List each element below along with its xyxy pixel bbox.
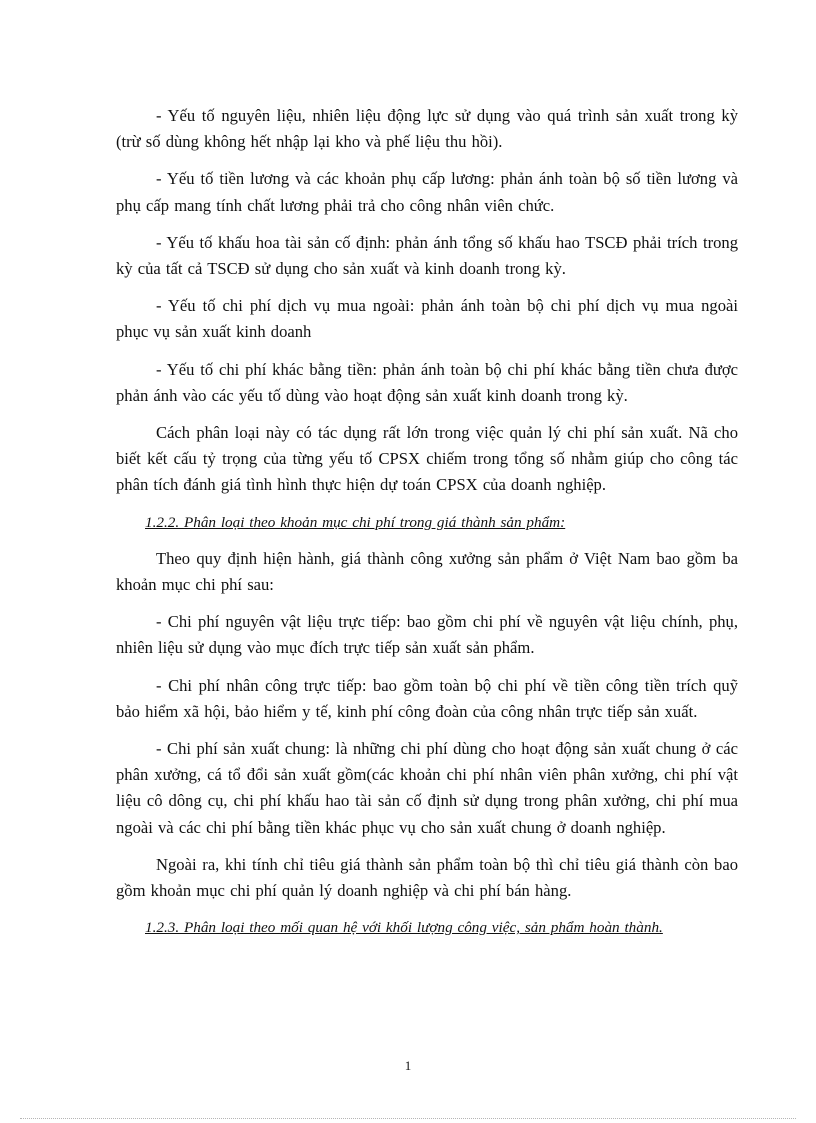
- paragraph-direct-labor: - Chi phí nhân công trực tiếp: bao gồm toàn bộ chi phí về tiền công tiền trích quỹ bảo hiểm xã hội, bảo hiểm y tế, kinh phí công đoàn của công nhân trực tiếp sản xuất.: [116, 675, 738, 721]
- paragraph-manufacturing-overhead: - Chi phí sản xuất chung: là những chi phí dùng cho hoạt động sản xuất chung ở các phân xưởng, cá tổ đổi sản xuất gồm(các khoản chi phí nhân viên phân xưởng, chi phí vật liệu cô dông cụ, chi phí khấu hao tài sản cố định sử dụng trong phân xưởng, chi phí mua ngoài và các chi phí bằng tiền khác phục vụ cho sản xuất chung ở doanh nghiệp.: [116, 739, 738, 837]
- section-heading-1-2-3: 1.2.3. Phân loại theo mối quan hệ với khối lượng công việc, sản phẩm hoàn thành.: [145, 919, 663, 937]
- page-number: 1: [404, 1058, 412, 1073]
- section-heading-1-2-2: 1.2.2. Phân loại theo khoản mục chi phí trong giá thành sản phẩm:: [145, 513, 566, 531]
- paragraph-classification-purpose: Cách phân loại này có tác dụng rất lớn trong việc quản lý chi phí sản xuất. Nã cho biết kết cấu tỷ trọng của từng yếu tố CPSX chiếm trong tổng số nhằm giúp cho công tác phân tích đánh giá tình hình thực hiện dự toán CPSX của doanh nghiệp.: [116, 423, 738, 495]
- paragraph-cost-items-intro: Theo quy định hiện hành, giá thành công xưởng sản phẩm ở Việt Nam bao gồm ba khoản mục chi phí sau:: [116, 548, 738, 595]
- paragraph-other-cash-costs-factor: - Yếu tố chi phí khác bằng tiền: phản ánh toàn bộ chi phí khác bằng tiền chưa được phản ánh vào các yếu tố dùng vào hoạt động sản xuất kinh doanh trong kỳ.: [116, 359, 738, 405]
- paragraph-outsourced-services-factor: - Yếu tố chi phí dịch vụ mua ngoài: phản ánh toàn bộ chi phí dịch vụ mua ngoài phục vụ sản xuất kinh doanh: [116, 296, 738, 342]
- paragraph-full-cost-note: Ngoài ra, khi tính chỉ tiêu giá thành sản phẩm toàn bộ thì chỉ tiêu giá thành còn bao gồm khoản mục chi phí quản lý doanh nghiệp và chi phí bán hàng.: [116, 854, 738, 901]
- page-bottom-divider: [20, 1118, 796, 1119]
- paragraph-depreciation-factor: - Yếu tố khấu hoa tài sản cố định: phản ánh tổng số khấu hao TSCĐ phải trích trong kỳ của tất cả TSCĐ sử dụng cho sản xuất và kinh doanh trong kỳ.: [116, 232, 738, 279]
- paragraph-wages-factor: - Yếu tố tiền lương và các khoản phụ cấp lương: phản ánh toàn bộ số tiền lương và phụ cấp mang tính chất lương phải trả cho công nhân viên chức.: [116, 169, 738, 215]
- paragraph-raw-materials-factor: - Yếu tố nguyên liệu, nhiên liệu động lực sử dụng vào quá trình sản xuất trong kỳ (trừ số dùng không hết nhập lại kho và phế liệu thu hồi).: [116, 106, 738, 152]
- paragraph-direct-materials: - Chi phí nguyên vật liệu trực tiếp: bao gồm chi phí về nguyên vật liệu chính, phụ, nhiên liệu sử dụng vào mục đích trực tiếp sản xuất sản phẩm.: [116, 612, 738, 658]
- page-body: [116, 103, 738, 951]
